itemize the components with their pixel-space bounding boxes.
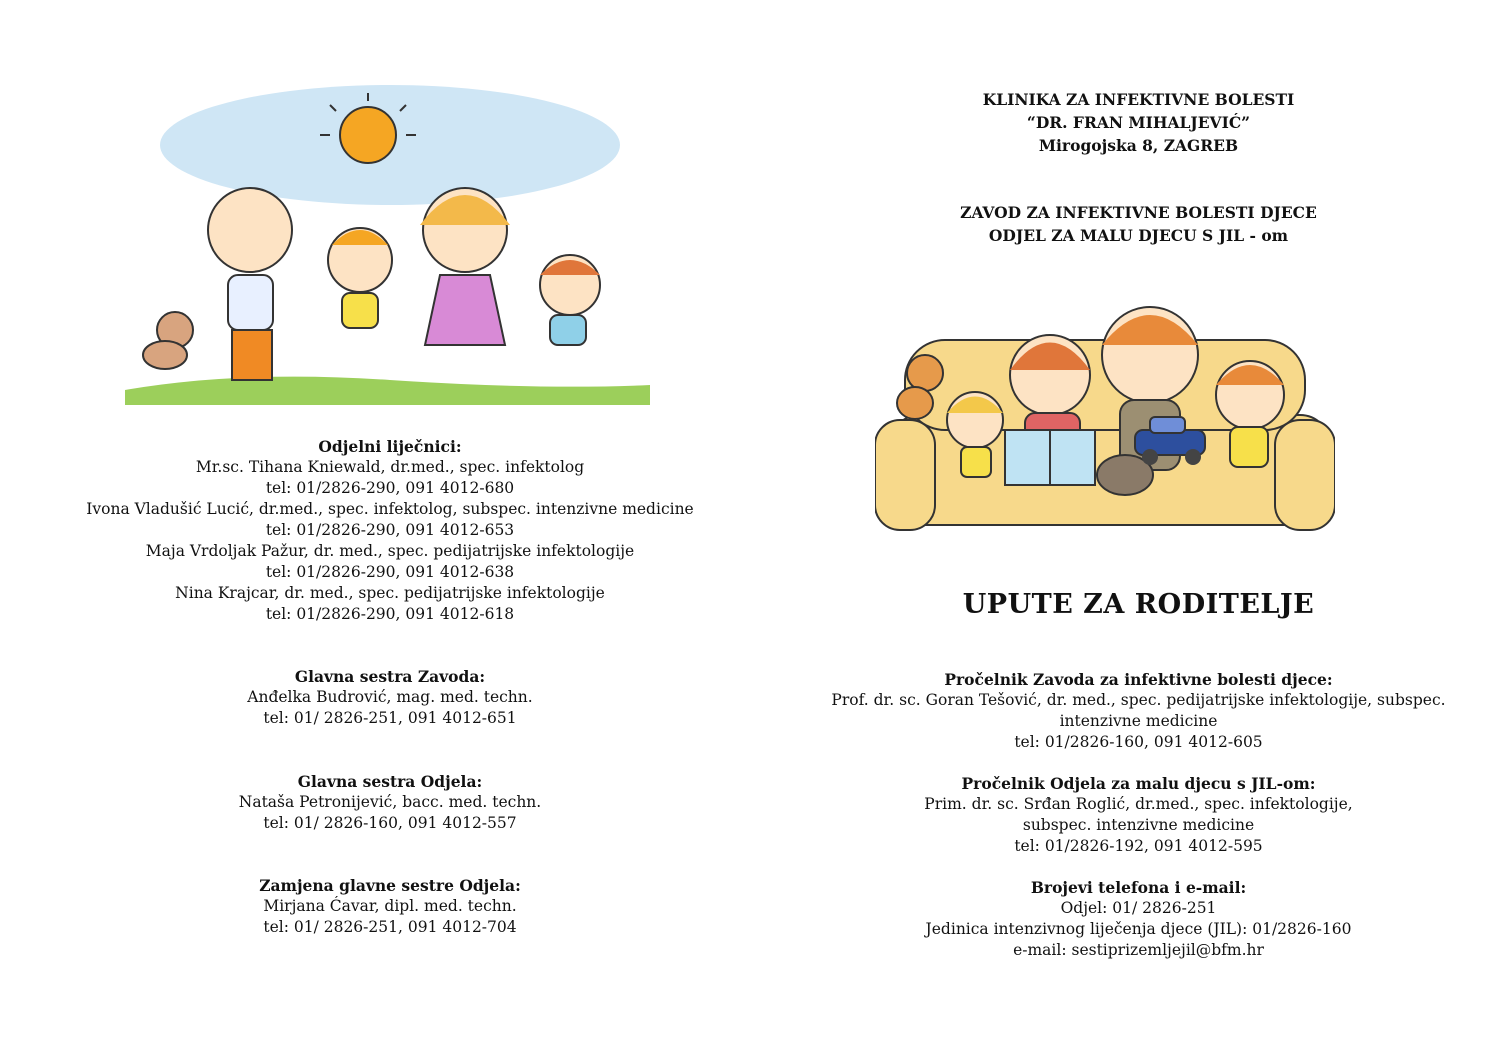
family-sofa-illustration: [875, 285, 1335, 545]
department-head-line: tel: 01/2826-192, 091 4012-595: [1014, 837, 1263, 855]
doctors-line: Nina Krajcar, dr. med., spec. pedijatrijske infektologije: [175, 584, 605, 602]
doctors-section: [0, 436, 780, 625]
institute-head-line: intenzivne medicine: [1059, 712, 1218, 730]
contacts-section: [780, 877, 1497, 961]
boy-figure: [328, 228, 392, 328]
deputy-nurse-heading: Zamjena glavne sestre Odjela:: [259, 876, 521, 895]
girl-figure: [540, 255, 600, 345]
hospital-name: KLINIKA ZA INFEKTIVNE BOLESTI: [982, 90, 1295, 109]
institute-head-line: Prof. dr. sc. Goran Tešović, dr. med., spec. pedijatrijske infektologije, subspec.: [831, 691, 1446, 709]
hospital-subname: “DR. FRAN MIHALJEVIĆ”: [1026, 113, 1251, 132]
department-head-section: [780, 773, 1497, 857]
contacts-line: Jedinica intenzivnog liječenja djece (JIL): 01/2826-160: [925, 920, 1352, 938]
head-nurse-department-heading: Glavna sestra Odjela:: [297, 772, 483, 791]
deputy-nurse-line: tel: 01/ 2826-251, 091 4012-704: [263, 918, 517, 936]
head-nurse-department-line: tel: 01/ 2826-160, 091 4012-557: [263, 814, 517, 832]
dog-figure: [143, 312, 193, 369]
head-nurse-institute-heading: Glavna sestra Zavoda:: [294, 667, 486, 686]
doctors-line: tel: 01/2826-290, 091 4012-618: [265, 605, 515, 623]
department-head-line: Prim. dr. sc. Srđan Roglić, dr.med., spec. infektologije,: [924, 795, 1353, 813]
dad-figure: [208, 188, 292, 380]
institute-head-line: tel: 01/2826-160, 091 4012-605: [1014, 733, 1263, 751]
institute-head-heading: Pročelnik Zavoda za infektivne bolesti djece:: [944, 670, 1333, 689]
institute-head-section: [780, 669, 1497, 753]
head-nurse-institute-line: tel: 01/ 2826-251, 091 4012-651: [263, 709, 517, 727]
right-panel: [780, 0, 1497, 1058]
title-section: [780, 589, 1497, 620]
department-head-heading: Pročelnik Odjela za malu djecu s JIL-om:: [961, 774, 1316, 793]
doctors-line: Maja Vrdoljak Pažur, dr. med., spec. pedijatrijske infektologije: [145, 542, 635, 560]
hospital-address: Mirogojska 8, ZAGREB: [1038, 136, 1239, 155]
doctors-line: tel: 01/2826-290, 091 4012-680: [265, 479, 515, 497]
deputy-nurse-line: Mirjana Ćavar, dipl. med. techn.: [263, 897, 517, 915]
mom-figure: [420, 188, 510, 345]
head-nurse-department-line: Nataša Petronijević, bacc. med. techn.: [238, 793, 542, 811]
department-head-line: subspec. intenzivne medicine: [1022, 816, 1255, 834]
doctors-line: Ivona Vladušić Lucić, dr.med., spec. infektolog, subspec. intenzivne medicine: [86, 500, 694, 518]
doctors-line: tel: 01/2826-290, 091 4012-638: [265, 563, 515, 581]
family-walking-illustration: [120, 85, 655, 420]
hospital-header: [780, 88, 1497, 157]
department-header: [780, 201, 1497, 247]
doctors-line: Mr.sc. Tihana Kniewald, dr.med., spec. infektolog: [195, 458, 585, 476]
department-unit: ODJEL ZA MALU DJECU S JIL - om: [988, 226, 1289, 245]
page-title: UPUTE ZA RODITELJE: [962, 589, 1315, 620]
contacts-heading: Brojevi telefona i e-mail:: [1030, 878, 1247, 897]
contacts-line: Odjel: 01/ 2826-251: [1060, 899, 1217, 917]
department-name: ZAVOD ZA INFEKTIVNE BOLESTI DJECE: [960, 203, 1317, 222]
head-nurse-institute-line: Anđelka Budrović, mag. med. techn.: [247, 688, 533, 706]
doctors-heading: Odjelni liječnici:: [318, 437, 462, 456]
head-nurse-institute-section: [0, 666, 780, 729]
head-nurse-department-section: [0, 771, 780, 834]
deputy-nurse-section: [0, 875, 780, 938]
book-icon: [1005, 430, 1095, 485]
email-link[interactable]: e-mail: sestiprizemljejil@bfm.hr: [1013, 941, 1264, 959]
doctors-line: tel: 01/2826-290, 091 4012-653: [265, 521, 515, 539]
